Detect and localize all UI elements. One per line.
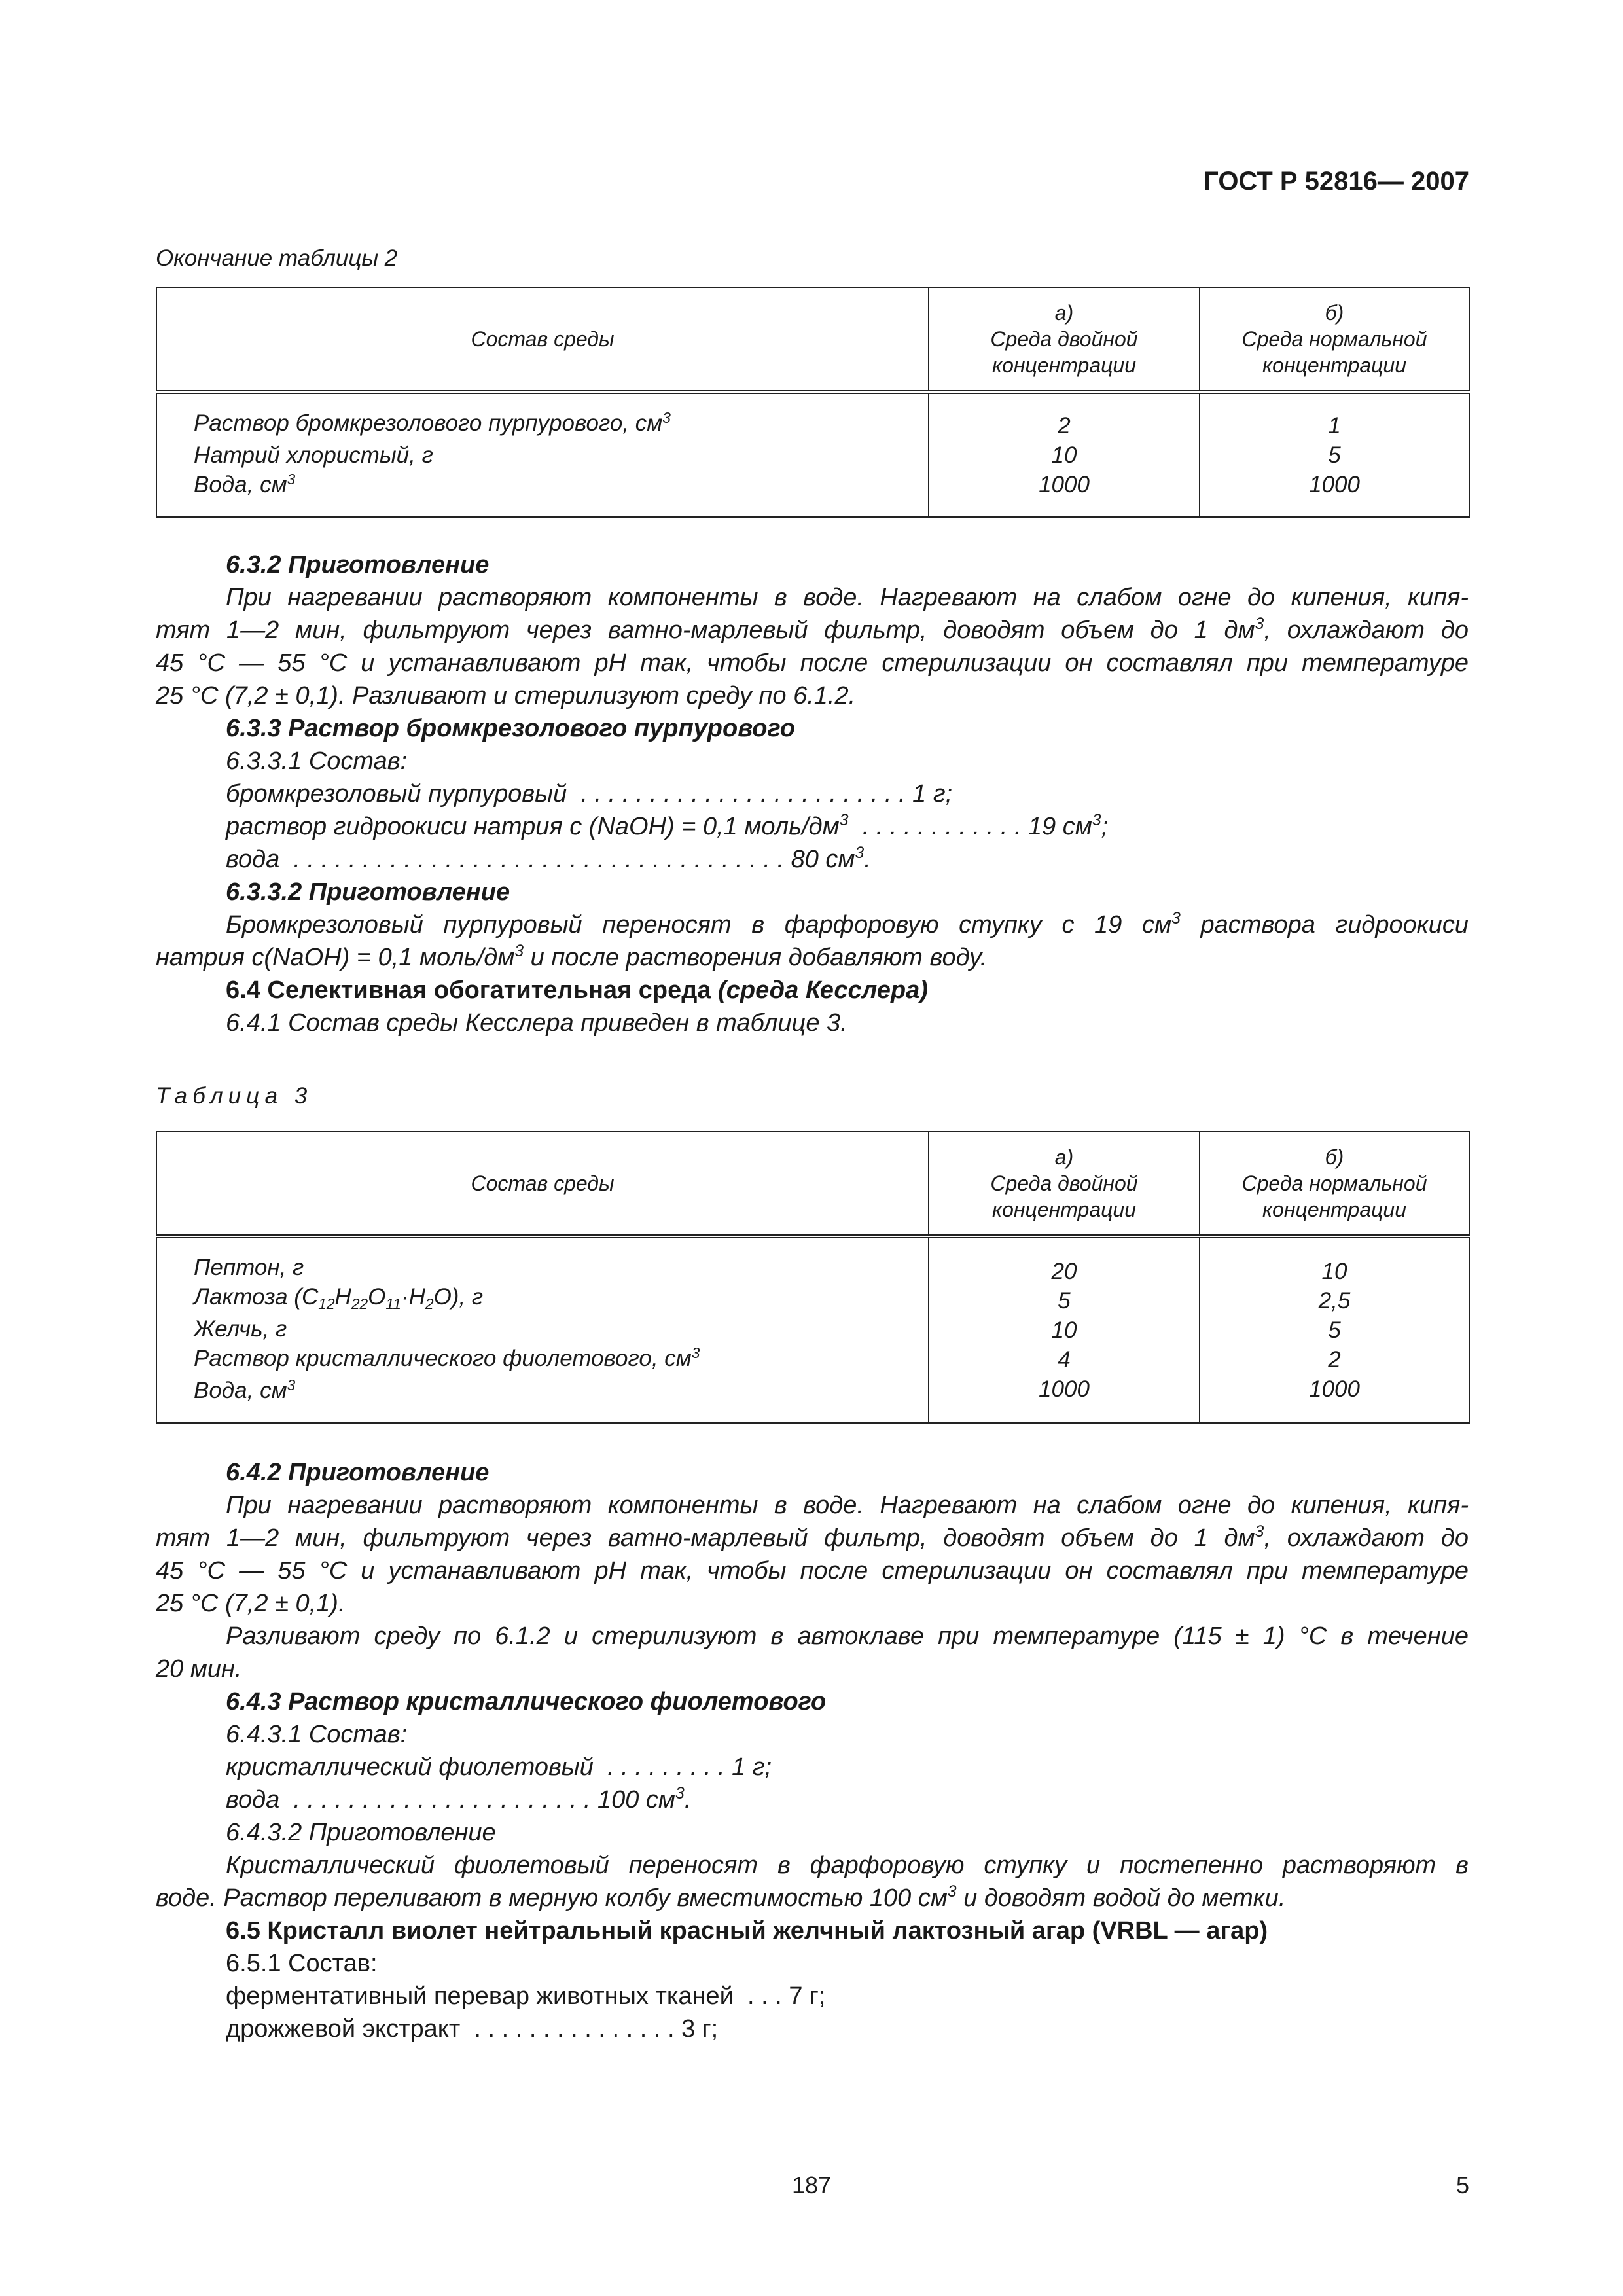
ingredient-line: бромкрезоловый пурпуровый . . . . . . . . . . . . . . . . . . . . . . . . 1 г; [226, 780, 953, 808]
section-6-3 [156, 548, 1469, 1039]
ingredient-line: вода . . . . . . . . . . . . . . . . . . . . . . 100 $см^3$. [226, 1785, 692, 1814]
table2-names: Раствор бромкрезолового пурпурового, $см^3$ Натрий хлористый, г Вода, $см^3$ [156, 392, 929, 517]
ingredient-line: раствор гидроокиси натрия с (NaOH) = 0,1 моль/$дм^3$ . . . . . . . . . . . . 19 $см^3$; [226, 812, 1109, 840]
heading-6-4: 6.4 Селективная обогатительная среда (среда Кесслера) [226, 977, 928, 1004]
text-line: 45 °С — 55 °С и устанавливают рН так, чтобы после стерилизации он составлял при температуре [156, 1557, 1469, 1585]
text-line: Разливают среду по 6.1.2 и стерилизуют в автоклаве при температуре (115 ± 1) °С в течение [226, 1623, 1469, 1650]
ingredient-line: дрожжевой экстракт . . . . . . . . . . . . . . . 3 г; [226, 2015, 719, 2043]
subheading-6-3-3-1: 6.3.3.1 Состав: [226, 747, 408, 775]
table2-caption: Окончание таблицы 2 [156, 245, 398, 271]
table2-double-values: 2 10 1000 [929, 392, 1200, 517]
subheading-6-4-3-2: 6.4.3.2 Приготовление [226, 1819, 496, 1846]
table3-names: Пептон, г Лактоза $(C_{12}H_{22}O_{11}\cdot H_2O)$, г Желчь, г Раствор кристаллического фиолетового, $см^3$ Вода, $см^3$ [156, 1236, 929, 1423]
text-line: При нагревании растворяют компоненты в воде. Нагревают на слабом огне до кипения, кипя- [226, 1492, 1469, 1519]
heading-6-3-3-2: 6.3.3.2 Приготовление [226, 878, 510, 906]
text-line: 6.4.1 Состав среды Кесслера приведен в таблице 3. [226, 1009, 847, 1037]
table3-double-values: 20 5 10 4 1000 [929, 1236, 1200, 1423]
page-number: 5 [1455, 2172, 1469, 2198]
text-line: 25 °С (7,2 ± 0,1). [156, 1590, 346, 1617]
ingredient-line: кристаллический фиолетовый . . . . . . . . . 1 г; [226, 1753, 772, 1781]
table3-caption: Таблица 3 [156, 1083, 313, 1109]
heading-6-3-2: 6.3.2 Приготовление [226, 551, 490, 579]
table3-col-double: а) Среда двойной концентрации [929, 1132, 1200, 1236]
text-line: 20 мин. [156, 1655, 242, 1683]
text-line: Бромкрезоловый пурпуровый переносят в фарфоровую ступку с 19 $см^3$ раствора гидроокиси [226, 910, 1469, 939]
heading-6-5: 6.5 Кристалл виолет нейтральный красный желчный лактозный агар (VRBL — агар) [226, 1917, 1268, 1945]
heading-6-3-3: 6.3.3 Раствор бромкрезолового пурпурового [226, 715, 795, 742]
subheading-6-5-1: 6.5.1 Состав: [226, 1950, 378, 1977]
heading-6-4-3: 6.4.3 Раствор кристаллического фиолетового [226, 1688, 827, 1715]
table3 [156, 1131, 1470, 1424]
ingredient-line: вода . . . . . . . . . . . . . . . . . . . . . . . . . . . . . . . . . . . . 80 $см^3$. [226, 844, 871, 873]
heading-6-4-2: 6.4.2 Приготовление [226, 1459, 490, 1486]
page-number-total: 187 [791, 2172, 832, 2198]
table2-col-double: а) Среда двойной концентрации [929, 287, 1200, 392]
subheading-6-4-3-1: 6.4.3.1 Состав: [226, 1721, 408, 1748]
table3-col-composition: Состав среды [156, 1132, 929, 1236]
text-line: 45 °С — 55 °С и устанавливают рН так, чтобы после стерилизации он составлял при температуре [156, 649, 1469, 677]
text-line: При нагревании растворяют компоненты в воде. Нагревают на слабом огне до кипения, кипя- [226, 584, 1469, 611]
standard-number: ГОСТ Р 52816— 2007 [1204, 167, 1469, 196]
text-line: воде. Раствор переливают в мерную колбу вместимостью 100 $см^3$ и доводят водой до метки. [156, 1883, 1286, 1912]
section-6-4-2 [156, 1456, 1469, 2045]
table2-col-composition: Состав среды [156, 287, 929, 392]
table3-normal-values: 10 2,5 5 2 1000 [1200, 1236, 1469, 1423]
text-line: тят 1—2 мин, фильтруют через ватно-марлевый фильтр, доводят объем до 1 $дм^3$, охлаждают до [156, 1523, 1469, 1552]
table2-normal-values: 1 5 1000 [1200, 392, 1469, 517]
table3-col-normal: б) Среда нормальной концентрации [1200, 1132, 1469, 1236]
ingredient-line: ферментативный перевар животных тканей . . . 7 г; [226, 1982, 826, 2010]
text-line: 25 °С (7,2 ± 0,1). Разливают и стерилизуют среду по 6.1.2. [156, 682, 856, 709]
table2-col-normal: б) Среда нормальной концентрации [1200, 287, 1469, 392]
text-line: натрия с(NaOH) = 0,1 моль/$дм^3$ и после растворения добавляют воду. [156, 942, 988, 971]
text-line: Кристаллический фиолетовый переносят в фарфоровую ступку и постепенно растворяют в [226, 1852, 1469, 1879]
text-line: тят 1—2 мин, фильтруют через ватно-марлевый фильтр, доводят объем до 1 $дм^3$, охлаждают до [156, 615, 1469, 644]
table2 [156, 287, 1470, 518]
